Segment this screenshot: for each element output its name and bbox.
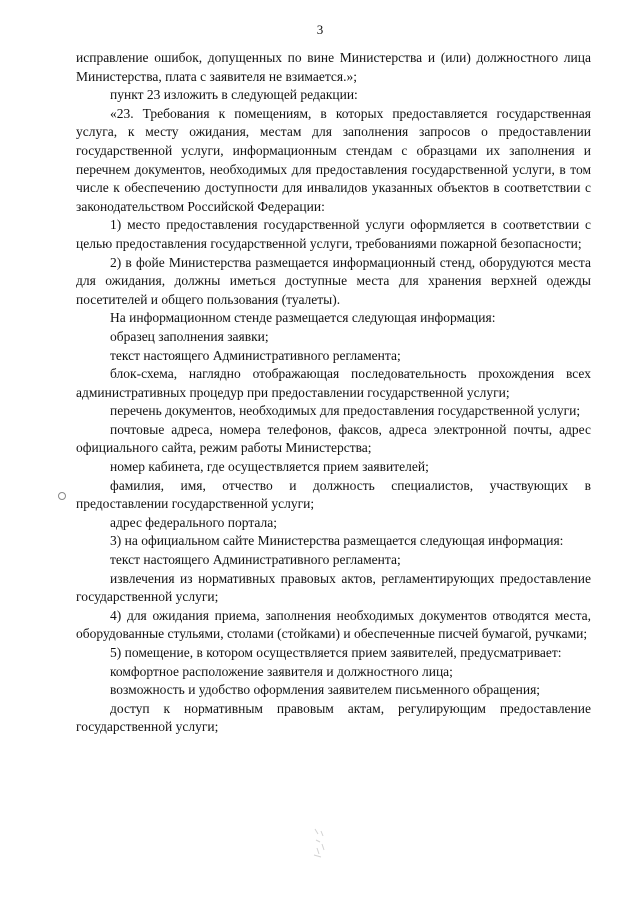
list-item: извлечения из нормативных правовых актов, регламентирующих предоставление государственной услуги; <box>76 570 591 605</box>
scan-dot-mark <box>58 492 66 500</box>
paragraph-subitem-2: 2) в фойе Министерства размещается информационный стенд, оборудуются места для ожидания, должны иметься доступные места для хранения верхней одежды посетителей и общего пользования (туалеты). <box>76 254 591 307</box>
list-item: почтовые адреса, номера телефонов, факсов, адреса электронной почты, адрес официального сайта, режим работы Министерства; <box>76 421 591 456</box>
scan-artifact-icon <box>311 826 329 860</box>
paragraph-subitem-1: 1) место предоставления государственной услуги оформляется в соответствии с целью предоставления государственной услуги, требованиями пожарной безопасности; <box>76 217 591 251</box>
list-item: комфортное расположение заявителя и должностного лица; <box>110 663 453 679</box>
list-item: возможность и удобство оформления заявителем письменного обращения; <box>110 682 541 698</box>
paragraph-subitem-3: 3) на официальном сайте Министерства размещается следующая информация: <box>110 533 564 549</box>
paragraph-amendment-intro: пункт 23 изложить в следующей редакции: <box>110 87 358 103</box>
list-item: фамилия, имя, отчество и должность специалистов, участвующих в предоставлении государственной услуги; <box>76 477 591 512</box>
list-item: текст настоящего Административного регламента; <box>110 347 401 363</box>
paragraph-stand-info: На информационном стенде размещается следующая информация: <box>110 310 496 326</box>
list-item: образец заполнения заявки; <box>110 328 269 344</box>
list-item: номер кабинета, где осуществляется прием заявителей; <box>110 459 429 475</box>
list-item: адрес федерального портала; <box>110 514 277 530</box>
list-item: блок-схема, наглядно отображающая последовательность прохождения всех административных процедур при предоставлении государственной услуги; <box>76 366 591 400</box>
paragraph-subitem-4: 4) для ожидания приема, заполнения необходимых документов отводятся места, оборудованные стульями, столами (стойками) и обеспеченные писчей бумагой, ручками; <box>76 607 591 642</box>
document-body <box>76 49 591 737</box>
list-item: текст настоящего Административного регламента; <box>110 552 401 568</box>
paragraph-item-23: «23. Требования к помещениям, в которых предоставляется государственная услуга, к месту ожидания, местам для заполнения запросов о предоставлении государственной услуги, информационным стендам с образцами их заполнения и перечнем документов, необходимых для предоставления государственной услуги, в том числе к обеспечению доступности для инвалидов указанных объектов в соответствии с законодательством Российской Федерации: <box>76 105 591 214</box>
scan-artifact <box>311 826 329 860</box>
paragraph-subitem-5: 5) помещение, в котором осуществляется прием заявителей, предусматривает: <box>110 645 562 660</box>
page-number: 3 <box>316 22 324 37</box>
paragraph-continuation: исправление ошибок, допущенных по вине Министерства и (или) должностного лица Министерства, плата с заявителя не взимается.»; <box>76 50 591 84</box>
list-item: перечень документов, необходимых для предоставления государственной услуги; <box>110 403 581 419</box>
list-item: доступ к нормативным правовым актам, регулирующим предоставление государственной услуги; <box>76 700 591 735</box>
